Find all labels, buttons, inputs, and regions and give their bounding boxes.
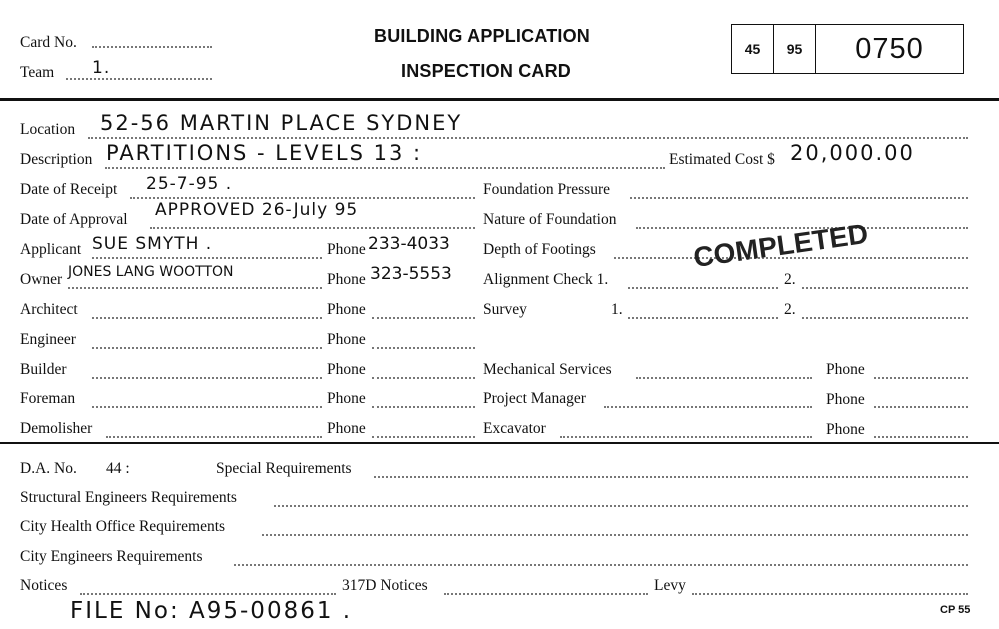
survey-line-2 (802, 317, 968, 319)
date-of-approval-value: APPROVED 26-July 95 (155, 200, 359, 220)
card-number: 0750 (855, 32, 924, 65)
description-line (105, 167, 665, 169)
title-line1: BUILDING APPLICATION (374, 26, 590, 46)
notices-label: Notices (20, 577, 68, 594)
excavator-phone-line (874, 436, 968, 438)
levy-label: Levy (654, 577, 686, 594)
location-label: Location (20, 121, 76, 138)
middle-rule (0, 442, 999, 444)
demolisher-label: Demolisher (20, 420, 93, 437)
alignment-check-2: 2. (784, 271, 796, 288)
owner-line (68, 287, 322, 289)
title-line2: INSPECTION CARD (401, 61, 572, 81)
mechanical-phone-label: Phone (826, 361, 865, 378)
date-of-receipt-line (130, 197, 475, 199)
notices-317d-label: 317D Notices (342, 577, 428, 594)
applicant-phone-value: 233-4033 (368, 234, 450, 254)
project-manager-phone-label: Phone (826, 391, 865, 408)
project-manager-line (604, 406, 812, 408)
applicant-label: Applicant (20, 241, 82, 258)
project-manager-phone-line (874, 406, 968, 408)
team-line (66, 78, 212, 80)
engineer-phone-line (372, 347, 475, 349)
alignment-check-line-2 (802, 287, 968, 289)
header-rule (0, 98, 999, 101)
structural-requirements-label: Structural Engineers Requirements (20, 489, 237, 506)
excavator-line (560, 436, 812, 438)
box-cell-1: 45 (732, 25, 774, 73)
architect-phone-line (372, 317, 475, 319)
alignment-check-line-1 (628, 287, 778, 289)
location-value: 52-56 MARTIN PLACE SYDNEY (100, 111, 463, 135)
survey-2: 2. (784, 301, 796, 318)
estimated-cost-label: Estimated Cost $ (669, 151, 775, 168)
foreman-phone-line (372, 406, 475, 408)
demolisher-line (106, 436, 322, 438)
mechanical-phone-line (874, 377, 968, 379)
applicant-line (92, 257, 322, 259)
notices-317d-line (444, 593, 648, 595)
owner-value: JONES LANG WOOTTON (68, 264, 234, 280)
project-manager-label: Project Manager (483, 390, 586, 407)
health-requirements-line (262, 534, 968, 536)
health-requirements-label: City Health Office Requirements (20, 518, 226, 535)
builder-phone-line (372, 377, 475, 379)
card-number-box (731, 24, 964, 74)
foreman-line (92, 406, 322, 408)
completed-stamp: COMPLETED (691, 217, 870, 274)
special-requirements-line (374, 476, 968, 478)
team-value: 1. (92, 58, 111, 78)
applicant-phone-label: Phone (327, 241, 366, 258)
engineer-phone-label: Phone (327, 331, 366, 348)
structural-requirements-line (274, 505, 968, 507)
date-of-receipt-label: Date of Receipt (20, 181, 118, 198)
excavator-label: Excavator (483, 420, 546, 437)
survey-1: 1. (611, 301, 623, 318)
owner-label: Owner (20, 271, 63, 288)
owner-phone-label: Phone (327, 271, 366, 288)
architect-label: Architect (20, 301, 78, 318)
team-label: Team (20, 64, 55, 81)
alignment-check-label: Alignment Check 1. (483, 271, 609, 288)
file-no: FILE No: A95-00861 . (70, 598, 353, 624)
levy-line (692, 593, 968, 595)
box-cell-2: 95 (774, 25, 816, 73)
foundation-pressure-line (630, 197, 968, 199)
nature-of-foundation-label: Nature of Foundation (483, 211, 617, 228)
architect-phone-label: Phone (327, 301, 366, 318)
mechanical-label: Mechanical Services (483, 361, 612, 378)
engineers-requirements-line (234, 564, 968, 566)
survey-label: Survey (483, 301, 527, 318)
demolisher-phone-line (372, 436, 475, 438)
builder-line (92, 377, 322, 379)
location-line (88, 137, 968, 139)
notices-line (80, 593, 336, 595)
applicant-value: SUE SMYTH . (92, 234, 213, 254)
survey-line-1 (628, 317, 778, 319)
builder-phone-label: Phone (327, 361, 366, 378)
builder-label: Builder (20, 361, 67, 378)
card-no-line (92, 46, 212, 48)
description-label: Description (20, 151, 93, 168)
special-requirements-label: Special Requirements (216, 460, 352, 477)
engineers-requirements-label: City Engineers Requirements (20, 548, 203, 565)
da-no-value: 44 : (106, 460, 130, 477)
depth-of-footings-label: Depth of Footings (483, 241, 596, 258)
foundation-pressure-label: Foundation Pressure (483, 181, 611, 198)
engineer-label: Engineer (20, 331, 76, 348)
da-no-label: D.A. No. (20, 460, 77, 477)
foreman-label: Foreman (20, 390, 76, 407)
owner-phone-value: 323-5553 (370, 264, 452, 284)
demolisher-phone-label: Phone (327, 420, 366, 437)
estimated-cost-value: 20,000.00 (790, 141, 915, 165)
date-of-approval-line (150, 227, 475, 229)
date-of-approval-label: Date of Approval (20, 211, 128, 228)
foreman-phone-label: Phone (327, 390, 366, 407)
architect-line (92, 317, 322, 319)
form-code: CP 55 (940, 604, 971, 616)
engineer-line (92, 347, 322, 349)
mechanical-line (636, 377, 812, 379)
date-of-receipt-value: 25-7-95 . (146, 174, 233, 194)
card-no-label: Card No. (20, 34, 77, 51)
description-value: PARTITIONS - LEVELS 13 : (106, 141, 423, 165)
excavator-phone-label: Phone (826, 421, 865, 438)
